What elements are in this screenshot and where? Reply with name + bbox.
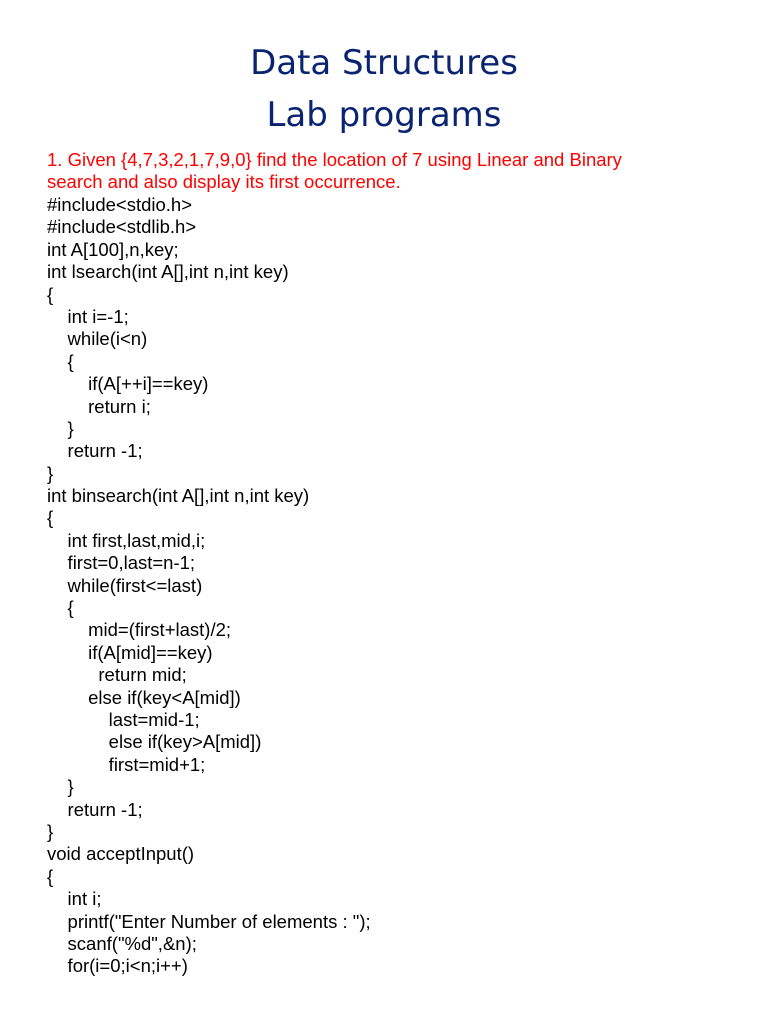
page-title: Data Structures bbox=[250, 43, 518, 83]
code-line: first=0,last=n-1; bbox=[47, 552, 196, 574]
code-line: int A[100],n,key; bbox=[47, 238, 179, 260]
code-line: int first,last,mid,i; bbox=[47, 529, 206, 551]
code-line: int binsearch(int A[],int n,int key) bbox=[47, 485, 310, 507]
question-text bbox=[47, 149, 747, 194]
code-line: else if(key>A[mid]) bbox=[47, 731, 262, 753]
code-line: #include<stdio.h> bbox=[47, 194, 193, 215]
code-line: scanf("%d",&n); bbox=[47, 932, 197, 954]
code-line: { bbox=[47, 865, 54, 887]
code-line: mid=(first+last)/2; bbox=[47, 619, 232, 641]
question-line-1: 1. Given {4,7,3,2,1,7,9,0} find the location of 7 using Linear and Binary bbox=[47, 149, 622, 170]
code-line: } bbox=[47, 776, 74, 798]
code-line: } bbox=[47, 820, 54, 842]
code-line: void acceptInput() bbox=[47, 843, 195, 865]
code-line: { bbox=[47, 507, 54, 529]
code-line: } bbox=[47, 462, 54, 484]
code-line: if(A[mid]==key) bbox=[47, 641, 213, 663]
page-subtitle: Lab programs bbox=[266, 95, 502, 135]
code-line: #include<stdlib.h> bbox=[47, 216, 197, 238]
code-line: { bbox=[47, 597, 74, 619]
code-line: return mid; bbox=[47, 664, 187, 686]
question-line-2: search and also display its first occurrence. bbox=[47, 171, 401, 193]
code-line: if(A[++i]==key) bbox=[47, 373, 209, 395]
code-line: return i; bbox=[47, 395, 151, 417]
code-line: { bbox=[47, 283, 54, 305]
code-line: return -1; bbox=[47, 440, 143, 462]
code-line: return -1; bbox=[47, 798, 143, 820]
code-line: else if(key<A[mid]) bbox=[47, 686, 241, 708]
code-line: for(i=0;i<n;i++) bbox=[47, 955, 188, 977]
code-line: first=mid+1; bbox=[47, 753, 206, 775]
code-block bbox=[47, 194, 371, 978]
code-line: { bbox=[47, 350, 74, 372]
code-line: int lsearch(int A[],int n,int key) bbox=[47, 261, 289, 283]
code-line: int i; bbox=[47, 888, 102, 910]
code-line: printf("Enter Number of elements : "); bbox=[47, 910, 371, 932]
code-line: } bbox=[47, 417, 74, 439]
code-line: while(first<=last) bbox=[47, 574, 203, 596]
code-line: int i=-1; bbox=[47, 305, 129, 327]
code-line: while(i<n) bbox=[47, 328, 148, 350]
code-line: last=mid-1; bbox=[47, 708, 200, 730]
